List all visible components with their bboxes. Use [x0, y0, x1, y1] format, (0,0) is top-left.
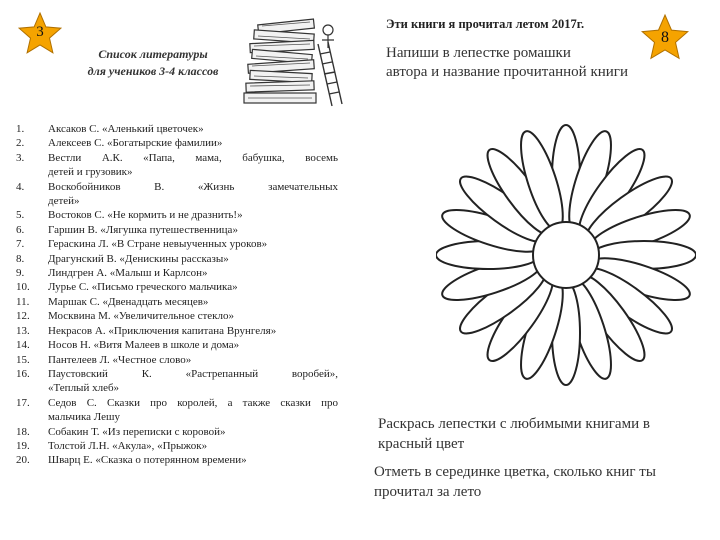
list-item-text: детей»	[48, 195, 80, 208]
list-item	[16, 194, 338, 208]
list-item-number: 15.	[16, 353, 30, 366]
list-item-number: 13.	[16, 324, 30, 337]
list-item-number: 2.	[16, 137, 25, 150]
list-item-text: Шварц Е. «Сказка о потерянном времени»	[48, 454, 247, 467]
list-item	[16, 151, 338, 165]
list-item	[16, 453, 338, 467]
left-star-badge	[17, 10, 63, 56]
list-item-text: Лурье С. «Письмо греческого мальчика»	[48, 281, 238, 294]
right-badge-number: 8	[661, 29, 669, 46]
list-item	[16, 338, 338, 352]
list-item-text: Толстой Л.Н. «Акула», «Прыжок»	[48, 439, 208, 452]
list-item-number: 7.	[16, 238, 25, 251]
daisy-icon	[436, 100, 696, 410]
list-item-number: 4.	[16, 180, 25, 193]
list-item	[16, 381, 338, 395]
stack-of-books-with-ladder-icon	[236, 14, 348, 117]
list-item	[16, 266, 338, 280]
daisy-center	[533, 222, 599, 288]
list-item-text: детей и грузовик»	[48, 166, 133, 179]
list-item-number: 17.	[16, 396, 30, 409]
list-item-text: Линдгрен А. «Малыш и Карлсон»	[48, 267, 208, 280]
list-item-number: 20.	[16, 454, 30, 467]
list-item-text: Паустовский К. «Растрепанный воробей»,	[48, 367, 338, 380]
list-item-text: Некрасов А. «Приключения капитана Врунгеля»	[48, 324, 277, 337]
list-item	[16, 295, 338, 309]
list-item-text: Аксаков С. «Аленький цветочек»	[48, 123, 204, 135]
list-item-number	[16, 165, 48, 179]
list-item-number: 19.	[16, 439, 30, 452]
count-instruction	[374, 462, 656, 502]
list-item	[16, 425, 338, 439]
list-item-number: 14.	[16, 339, 30, 352]
list-item-text: Алексеев С. «Богатырские фамилии»	[48, 137, 223, 150]
list-item	[16, 324, 338, 338]
list-title	[68, 46, 238, 80]
left-badge-number: 3	[36, 24, 44, 40]
list-item-text: Востоков С. «Не кормить и не дразнить!»	[48, 209, 243, 222]
list-item-text: Москвина М. «Увеличительное стекло»	[48, 310, 234, 323]
list-item	[16, 237, 338, 251]
list-item	[16, 309, 338, 323]
list-item	[16, 122, 338, 136]
list-item-text: Собакин Т. «Из переписки с коровой»	[48, 425, 226, 438]
list-item-text: Драгунский В. «Денискины рассказы»	[48, 252, 229, 265]
instruction	[386, 44, 628, 82]
list-item	[16, 180, 338, 194]
list-item-text: «Теплый хлеб»	[48, 382, 120, 395]
list-item-text: Маршак С. «Двенадцать месяцев»	[48, 295, 209, 308]
list-item-number: 9.	[16, 267, 25, 280]
list-item-text: Пантелеев Л. «Честное слово»	[48, 353, 192, 366]
list-item-number: 11.	[16, 295, 30, 308]
list-item-number	[16, 381, 48, 395]
list-item	[16, 252, 338, 266]
list-item-number: 12.	[16, 310, 30, 323]
list-item	[16, 136, 338, 150]
list-item	[16, 396, 338, 410]
color-instruction-line2: красный цвет	[378, 436, 465, 452]
right-star-badge	[640, 12, 690, 62]
list-item-number: 8.	[16, 252, 25, 265]
list-item-text: Седов С. Сказки про королей, а также сказки про	[48, 396, 338, 409]
list-item	[16, 410, 338, 424]
right-title: Эти книги я прочитал летом 2017г.	[386, 17, 585, 31]
list-item-text: Гераскина Л. «В Стране невыученных уроков»	[48, 238, 268, 251]
list-item-text: Вестли А.К. «Папа, мама, бабушка, восемь	[48, 151, 338, 164]
list-item	[16, 367, 338, 381]
instruction-line2: автора и название прочитанной книги	[386, 64, 628, 80]
list-item-number: 16.	[16, 367, 30, 380]
list-item	[16, 223, 338, 237]
daisy-flower	[436, 100, 696, 415]
list-item-text: Носов Н. «Витя Малеев в школе и дома»	[48, 339, 240, 352]
instruction-line1: Напиши в лепестке ромашки	[386, 45, 571, 61]
list-item-number	[16, 194, 48, 208]
list-item-text: Воскобойников В. «Жизнь замечательных	[48, 180, 338, 193]
list-title-line2: для учеников 3-4 классов	[87, 64, 219, 78]
list-item-number: 10.	[16, 281, 30, 294]
list-item	[16, 208, 338, 222]
list-item-number	[16, 410, 48, 424]
book-list	[16, 122, 338, 468]
list-item	[16, 165, 338, 179]
color-instruction	[378, 414, 650, 454]
count-instruction-line2: прочитал за лето	[374, 484, 482, 500]
count-instruction-line1: Отметь в серединке цветка, сколько книг ты	[374, 464, 656, 480]
list-item	[16, 353, 338, 367]
list-item-number: 6.	[16, 223, 25, 236]
list-item-number: 5.	[16, 209, 25, 222]
color-instruction-line1: Раскрась лепестки с любимыми книгами в	[378, 416, 650, 432]
list-item-number: 1.	[16, 123, 25, 135]
list-item	[16, 439, 338, 453]
list-item-text: Гаршин В. «Лягушка путешественница»	[48, 223, 238, 236]
list-item-number: 3.	[16, 151, 25, 164]
list-item	[16, 280, 338, 294]
list-item-text: мальчика Лешу	[48, 411, 120, 424]
list-item-number: 18.	[16, 425, 30, 438]
list-title-line1: Список литературы	[98, 47, 208, 61]
